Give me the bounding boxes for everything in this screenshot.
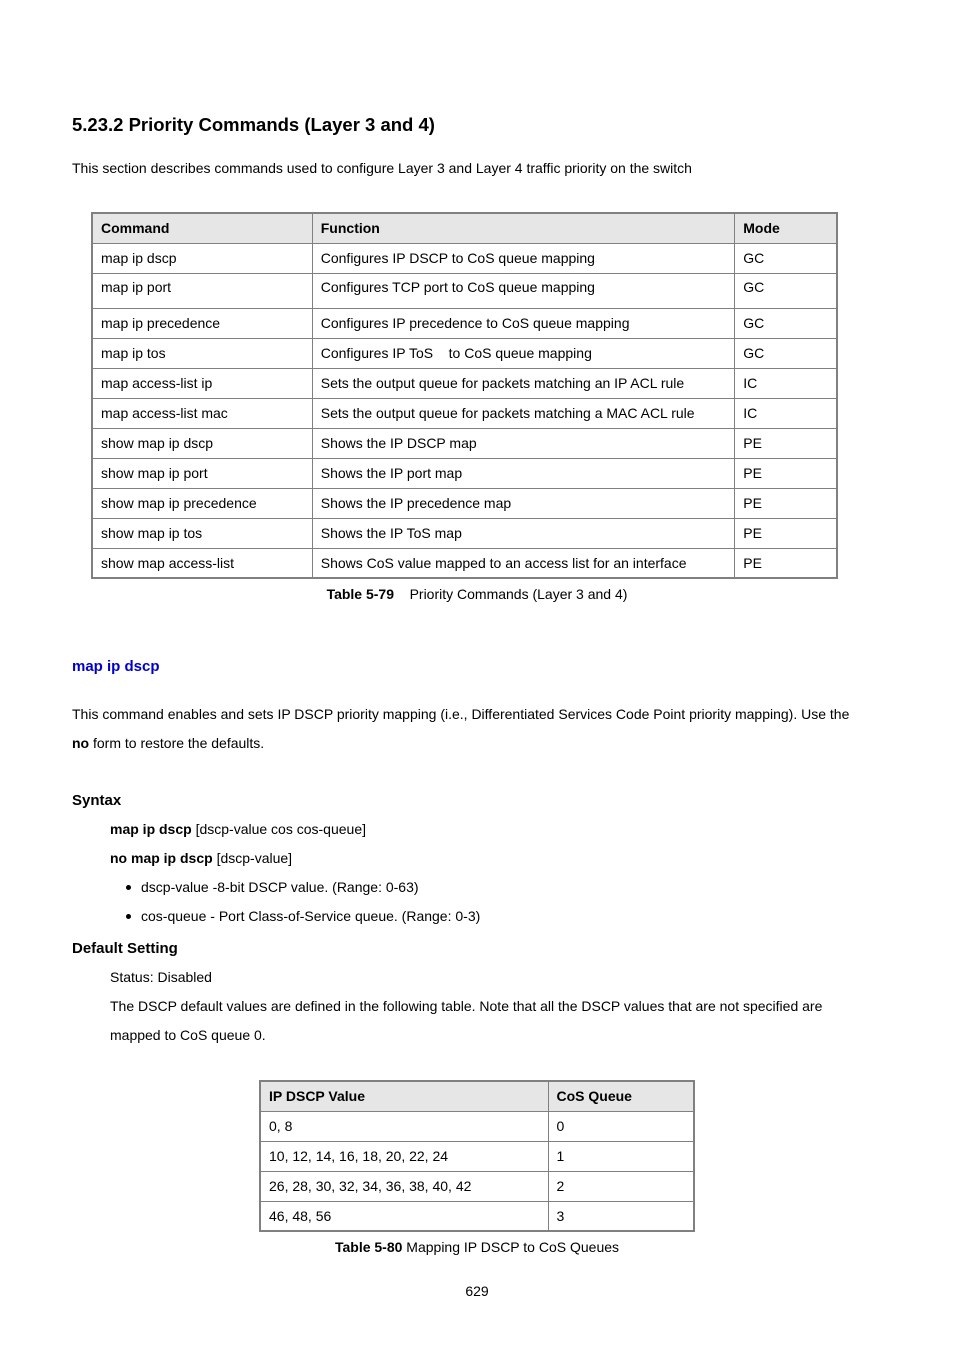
mode-cell: PE — [735, 548, 837, 578]
table-caption — [0, 586, 954, 602]
table-row — [92, 273, 837, 308]
cos-queue-cell: 0 — [548, 1111, 694, 1141]
intro-paragraph: This section describes commands used to configure Layer 3 and Layer 4 traffic priority on the switch — [72, 160, 692, 176]
cos-queue-cell: 3 — [548, 1201, 694, 1231]
description-text-end: form to restore the defaults. — [89, 735, 265, 751]
table-caption-label: Table 5-79 — [326, 586, 394, 602]
syntax-params: [dscp-value] — [212, 850, 293, 866]
mode-cell: GC — [735, 273, 837, 308]
command-cell: show map ip precedence — [92, 488, 312, 518]
mode-cell: IC — [735, 398, 837, 428]
table-row — [92, 308, 837, 338]
list-item-text: dscp-value -8-bit DSCP value. (Range: 0-63) — [141, 879, 419, 895]
cos-queue-cell: 1 — [548, 1141, 694, 1171]
syntax-command: map ip dscp — [110, 821, 192, 837]
table-caption-text: Priority Commands (Layer 3 and 4) — [409, 586, 628, 602]
table-row — [92, 398, 837, 428]
syntax-line — [110, 821, 366, 837]
function-cell: Shows the IP ToS map — [312, 518, 735, 548]
column-header: CoS Queue — [548, 1081, 694, 1111]
table-caption — [0, 1239, 954, 1255]
table-row — [92, 368, 837, 398]
bullet-icon — [126, 885, 131, 890]
command-title: map ip dscp — [72, 658, 160, 675]
dscp-value-cell: 0, 8 — [260, 1111, 548, 1141]
command-cell: show map ip dscp — [92, 428, 312, 458]
command-cell: map ip dscp — [92, 243, 312, 273]
function-cell: Shows the IP DSCP map — [312, 428, 735, 458]
command-cell: map access-list mac — [92, 398, 312, 428]
mode-cell: PE — [735, 458, 837, 488]
table-row — [92, 243, 837, 273]
function-cell: Configures IP precedence to CoS queue mapping — [312, 308, 735, 338]
command-cell: map ip tos — [92, 338, 312, 368]
command-cell: map ip precedence — [92, 308, 312, 338]
cos-queue-cell: 2 — [548, 1171, 694, 1201]
function-cell: Configures IP DSCP to CoS queue mapping — [312, 243, 735, 273]
command-cell: show map access-list — [92, 548, 312, 578]
mode-cell: GC — [735, 243, 837, 273]
default-setting-heading: Default Setting — [72, 940, 178, 957]
command-cell: show map ip port — [92, 458, 312, 488]
mode-cell: PE — [735, 428, 837, 458]
table-row — [260, 1141, 694, 1171]
function-cell: Sets the output queue for packets matching an IP ACL rule — [312, 368, 735, 398]
function-cell: Configures IP ToS to CoS queue mapping — [312, 338, 735, 368]
description-keyword: no — [72, 735, 90, 751]
table-header-row — [92, 213, 837, 243]
dscp-value-cell: 46, 48, 56 — [260, 1201, 548, 1231]
section-heading: 5.23.2 Priority Commands (Layer 3 and 4) — [72, 114, 435, 135]
default-text: The DSCP default values are defined in the following table. Note that all the DSCP values that are not specified are — [110, 998, 823, 1014]
dscp-value-cell: 26, 28, 30, 32, 34, 36, 38, 40, 42 — [260, 1171, 548, 1201]
table-caption-label: Table 5-80 — [334, 1239, 403, 1255]
description-text: This command enables and sets IP DSCP priority mapping (i.e., Differentiated Services Code Point priority mapping). Use the — [72, 706, 850, 722]
column-header: Mode — [735, 213, 837, 243]
table-row — [260, 1111, 694, 1141]
column-header: Function — [312, 213, 735, 243]
function-cell: Configures TCP port to CoS queue mapping — [312, 273, 735, 308]
dscp-value-cell: 10, 12, 14, 16, 18, 20, 22, 24 — [260, 1141, 548, 1171]
table-row — [92, 428, 837, 458]
table-row — [92, 338, 837, 368]
list-item — [126, 908, 480, 924]
syntax-line — [110, 850, 292, 866]
function-cell: Shows CoS value mapped to an access list for an interface — [312, 548, 735, 578]
command-cell: map access-list ip — [92, 368, 312, 398]
function-cell: Shows the IP port map — [312, 458, 735, 488]
table-row — [260, 1171, 694, 1201]
list-item — [126, 879, 419, 895]
mode-cell: GC — [735, 338, 837, 368]
table-header-row — [260, 1081, 694, 1111]
status-text: Status: Disabled — [110, 969, 212, 985]
column-header: IP DSCP Value — [260, 1081, 548, 1111]
table-row — [92, 488, 837, 518]
syntax-heading: Syntax — [72, 792, 122, 809]
bullet-icon — [126, 914, 131, 919]
dscp-mapping-table — [259, 1080, 695, 1232]
table-caption-text: Mapping IP DSCP to CoS Queues — [402, 1239, 620, 1255]
priority-commands-table — [91, 212, 838, 579]
mode-cell: PE — [735, 488, 837, 518]
list-item-text: cos-queue - Port Class-of-Service queue. (Range: 0-3) — [141, 908, 481, 924]
syntax-params: [dscp-value cos cos-queue] — [191, 821, 367, 837]
mode-cell: PE — [735, 518, 837, 548]
mode-cell: GC — [735, 308, 837, 338]
command-cell: map ip port — [92, 273, 312, 308]
default-text: mapped to CoS queue 0. — [110, 1027, 266, 1043]
function-cell: Shows the IP precedence map — [312, 488, 735, 518]
syntax-command: no map ip dscp — [110, 850, 213, 866]
command-description — [72, 700, 892, 758]
table-row — [260, 1201, 694, 1231]
mode-cell: IC — [735, 368, 837, 398]
page-number: 629 — [465, 1283, 489, 1299]
table-row — [92, 458, 837, 488]
column-header: Command — [92, 213, 312, 243]
command-cell: show map ip tos — [92, 518, 312, 548]
table-row — [92, 518, 837, 548]
function-cell: Sets the output queue for packets matching a MAC ACL rule — [312, 398, 735, 428]
table-row — [92, 548, 837, 578]
